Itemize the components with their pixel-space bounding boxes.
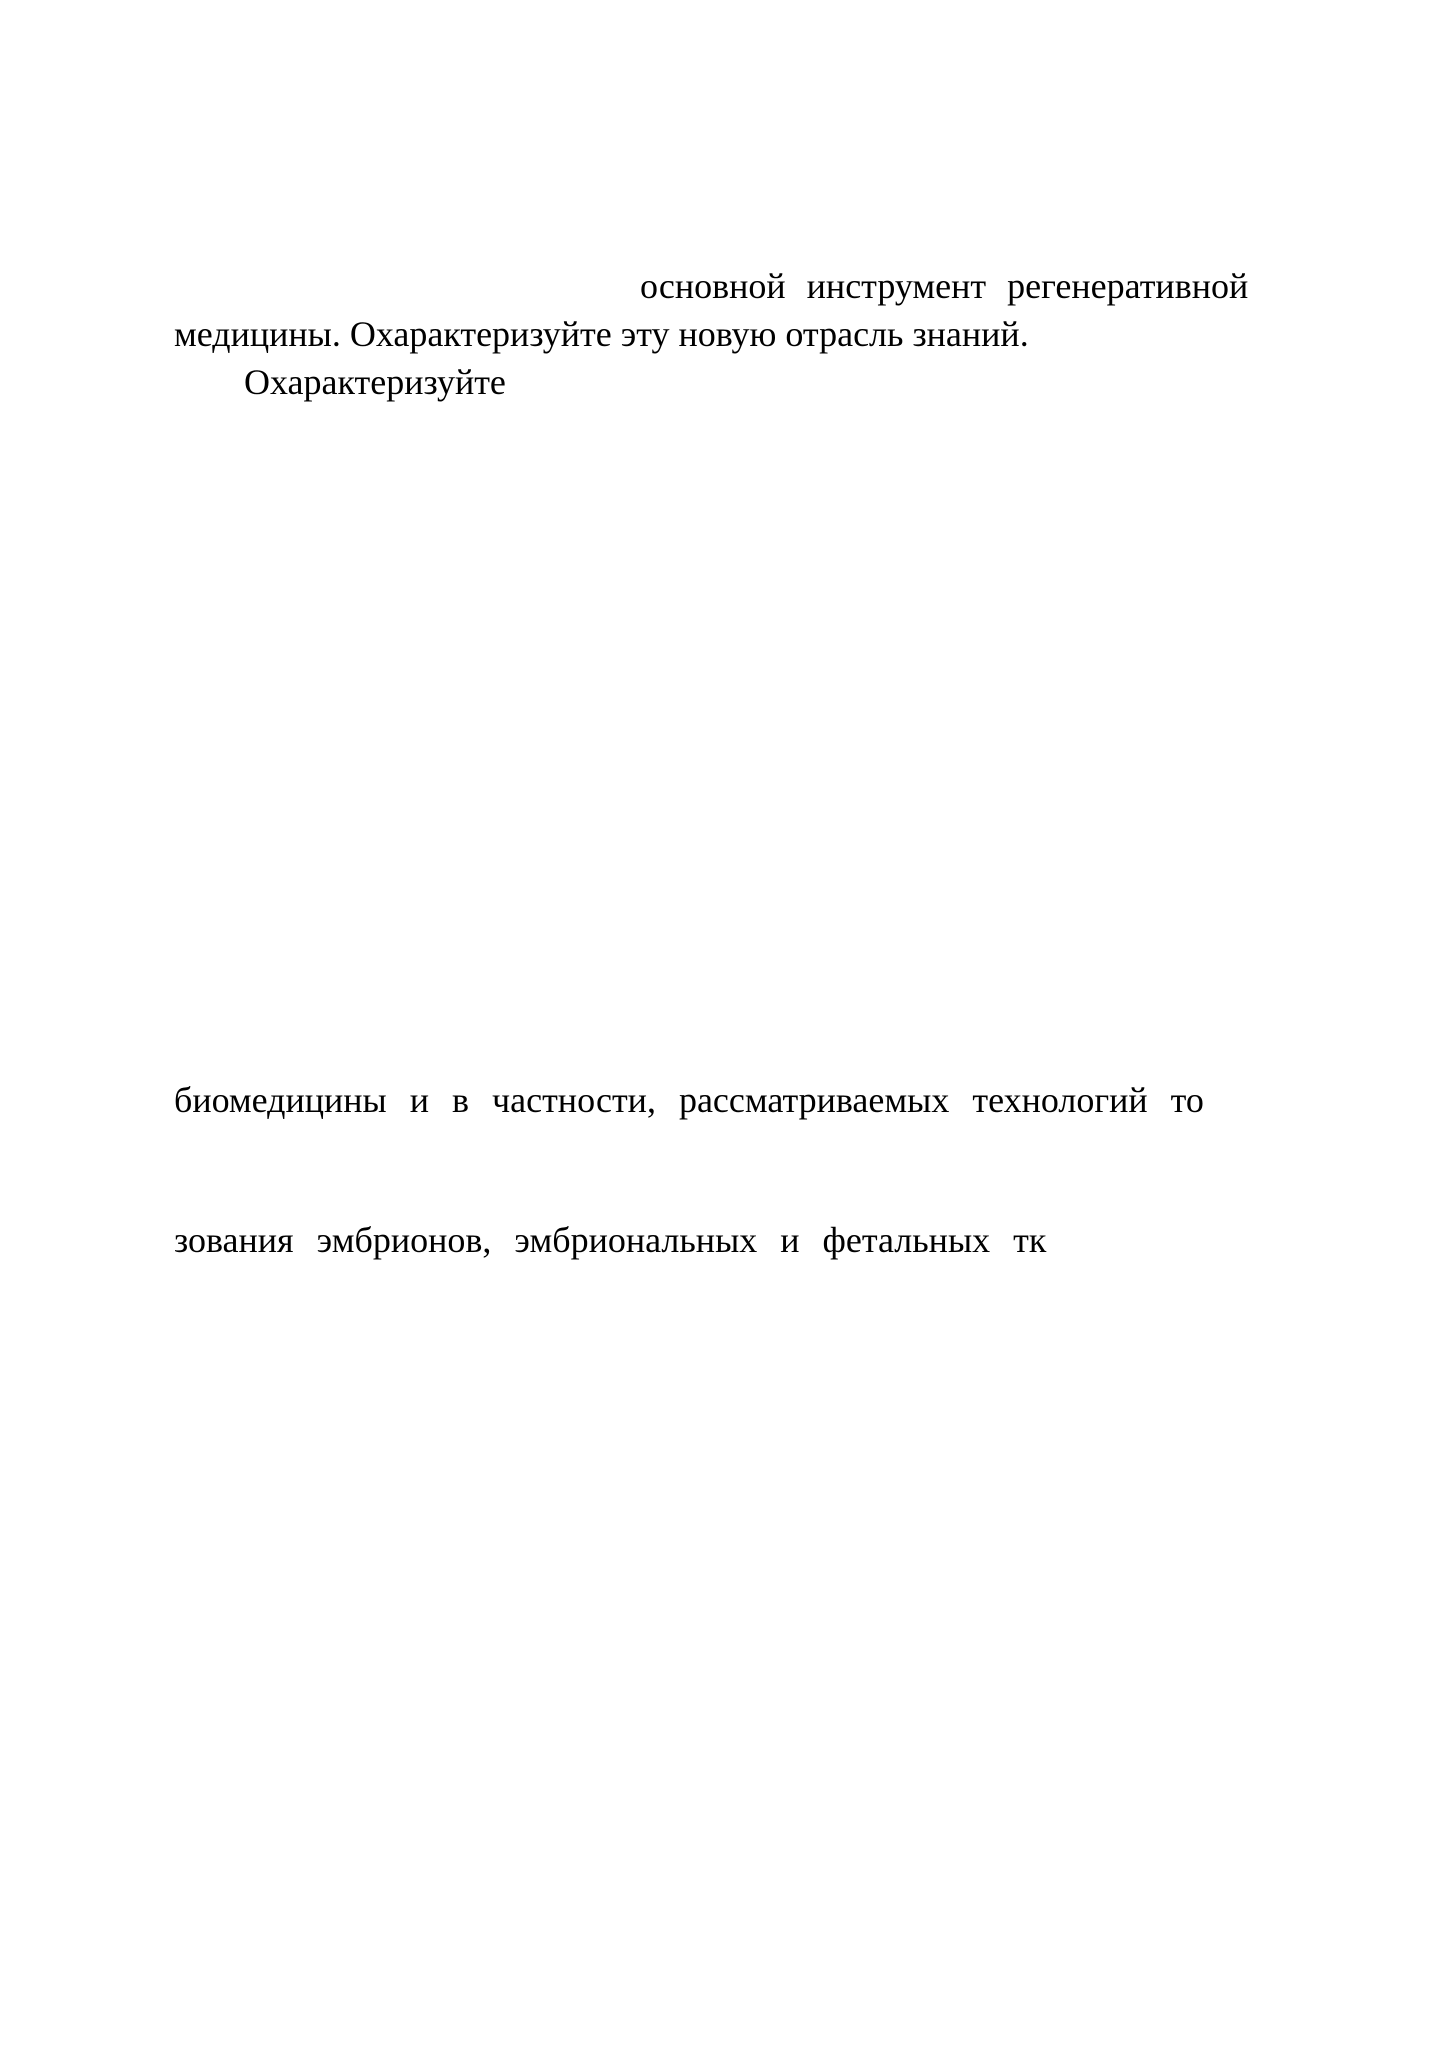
text-line-5: зования эмбрионов, эмбриональных и фетальных тк — [174, 1220, 1047, 1260]
text-line-4: биомедицины и в частности, рассматриваемых технологий то — [174, 1080, 1204, 1120]
text-line-1: основной инструмент регенеративной — [640, 266, 1249, 306]
text-line-3: Охарактеризуйте — [244, 362, 506, 402]
text-line-2: медицины. Охарактеризуйте эту новую отрасль знаний. — [174, 314, 1029, 354]
